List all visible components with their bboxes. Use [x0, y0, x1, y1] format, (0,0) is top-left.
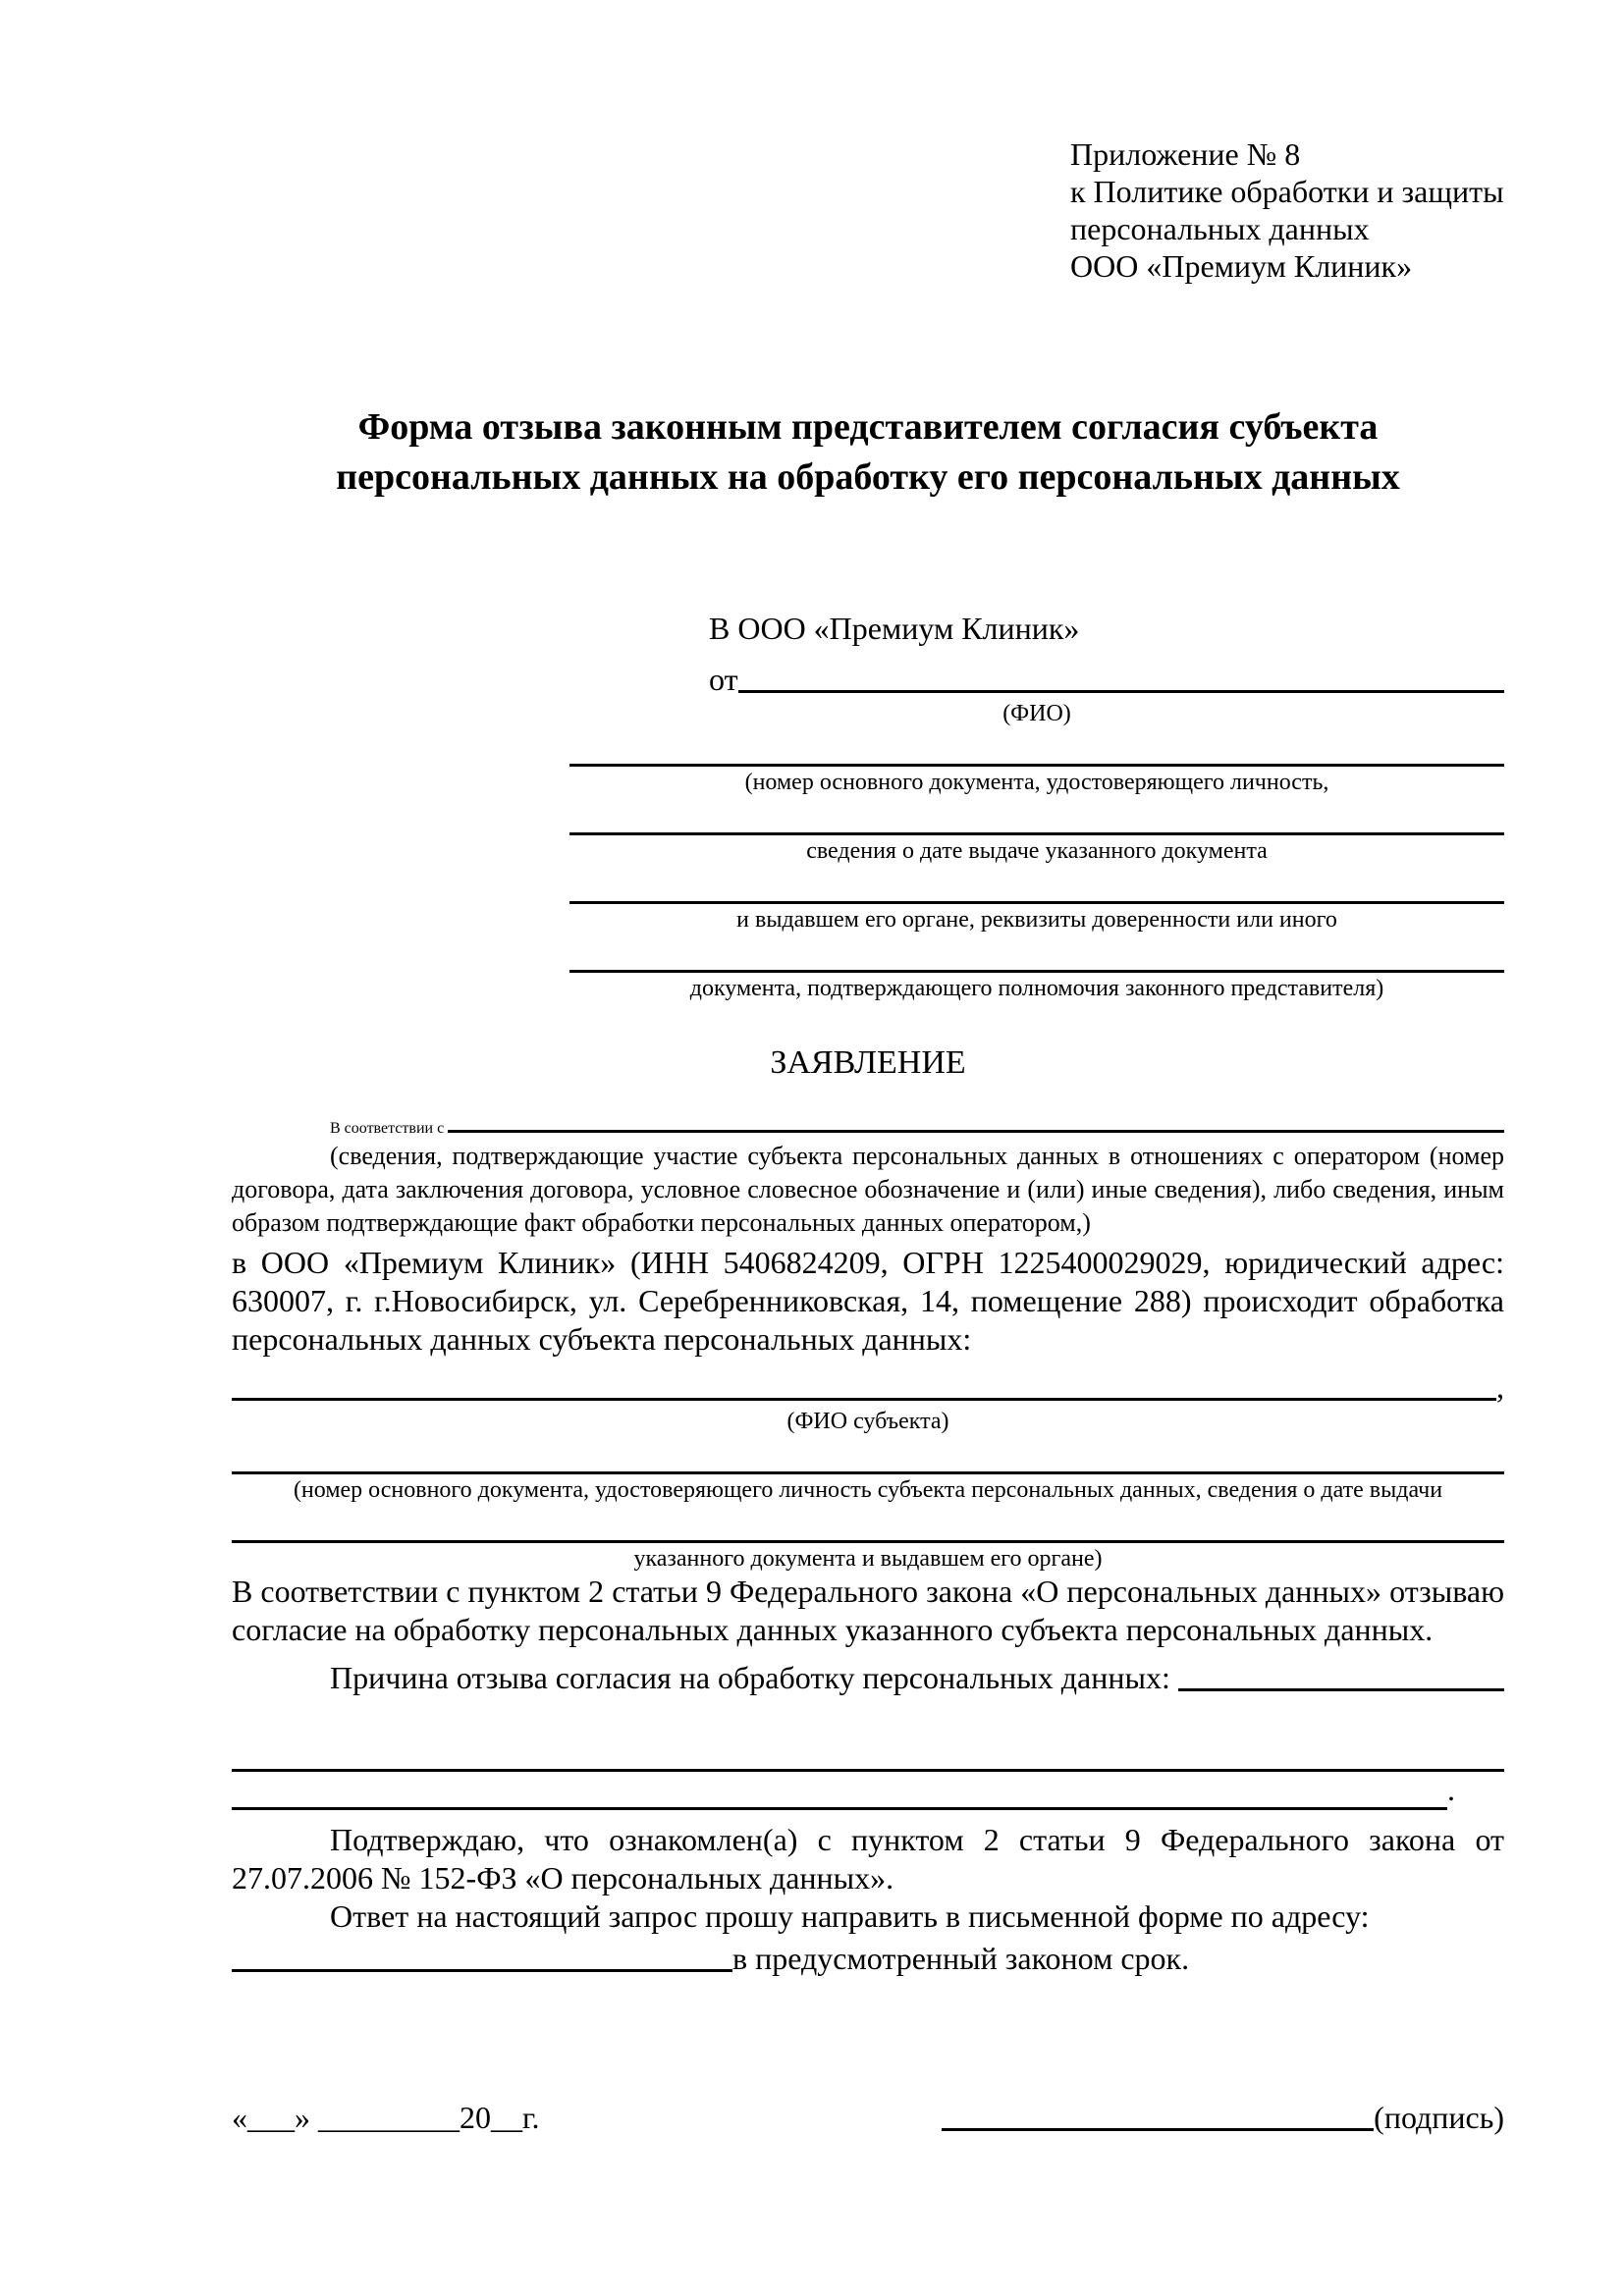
appendix-header — [1070, 135, 1504, 285]
operator-paragraph: в ООО «Премиум Клиник» (ИНН 5406824209, ОГРН 1225400029029, юридический адрес: 630007, г. г.Новосибирск, ул. Серебренниковская, 14, помещение 288) происходит обработка персональных данных субъекта персональных данных: — [232, 1245, 1504, 1357]
authority-document-blank-field — [569, 934, 1504, 973]
from-label: от — [709, 662, 738, 697]
addressee-to-line: В ООО «Премиум Клиник» — [709, 611, 1080, 646]
blank-line-period: . — [1447, 1772, 1455, 1807]
signature-caption: (подпись) — [1374, 2100, 1504, 2135]
appendix-header-line: ООО «Премиум Клиник» — [1070, 248, 1413, 284]
accordance-row — [232, 1093, 1504, 1138]
statement-heading: ЗАЯВЛЕНИЕ — [770, 1044, 966, 1081]
addressee-block — [569, 611, 1504, 1002]
blank-with-caption — [569, 865, 1504, 934]
blank-caption: (номер основного документа, удостоверяющего личность, — [744, 770, 1329, 795]
subject-fio-blank-field — [232, 1359, 1496, 1401]
subject-doc-caption-bottom: указанного документа и выдавшем его органе) — [633, 1546, 1103, 1572]
reason-blank-line-2-row — [232, 1772, 1504, 1815]
acknowledgement-paragraph: Подтверждаю, что ознакомлен(а) с пунктом 2 статьи 9 Федерального закона от 27.07.2006 № 152-ФЗ «О персональных данных». — [232, 1822, 1504, 1896]
reason-blank-line-1 — [232, 1718, 1504, 1772]
reason-label: Причина отзыва согласия на обработку персональных данных: — [330, 1660, 1170, 1695]
reply-address-blank-field — [232, 1936, 732, 1972]
reply-tail-text: в предусмотренный законом срок. — [732, 1941, 1190, 1976]
reply-address-row — [232, 1936, 1504, 1977]
signature-blank-field — [942, 2100, 1374, 2131]
appendix-header-line: к Политике обработки и защиты — [1070, 174, 1504, 209]
subject-document-blank-field-2 — [232, 1504, 1504, 1543]
date-line: «___» _________20__г. — [232, 2100, 540, 2135]
issue-date-blank-field — [569, 796, 1504, 835]
blank-with-caption — [569, 727, 1504, 796]
subject-line-comma: , — [1496, 1369, 1504, 1405]
reason-blank-field — [1178, 1649, 1504, 1691]
appendix-header-line: Приложение № 8 — [1070, 136, 1301, 172]
blank-caption: сведения о дате выдаче указанного документа — [806, 838, 1268, 864]
fio-caption: (ФИО) — [1002, 701, 1071, 726]
blank-caption: документа, подтверждающего полномочия законного представителя) — [689, 976, 1384, 1001]
addressee-from-row — [569, 653, 1504, 698]
footer-row — [232, 2100, 1504, 2136]
small-print-note: (сведения, подтверждающие участие субъекта персональных данных в отношениях с оператором (номер договора, дата заключения договора, условное словесное обозначение и (или) иные сведения), либо сведения, иным образом подтверждающие факт обработки персональных данных оператором,) — [232, 1142, 1504, 1237]
reason-row — [232, 1649, 1504, 1696]
from-blank-field — [738, 653, 1504, 693]
blank-with-caption — [232, 1435, 1504, 1504]
blank-caption: и выдавшем его органе, реквизиты доверенности или иного — [736, 907, 1337, 933]
subject-fio-row — [232, 1359, 1504, 1406]
blank-with-caption — [569, 796, 1504, 865]
blank-with-caption — [569, 934, 1504, 1002]
withdrawal-paragraph: В соответствии с пунктом 2 статьи 9 Федерального закона «О персональных данных» отзываю согласие на обработку персональных данных указанного субъекта персональных данных. — [232, 1574, 1504, 1647]
document-number-blank-field — [569, 727, 1504, 767]
blank-with-caption — [232, 1504, 1504, 1573]
issuing-authority-blank-field — [569, 865, 1504, 904]
accordance-blank-field — [448, 1093, 1504, 1133]
subject-document-blank-field — [232, 1435, 1504, 1474]
reason-blank-line-2 — [232, 1772, 1447, 1810]
document-title: Форма отзыва законным представителем согласия субъекта персональных данных на обработку его персональных данных — [336, 406, 1400, 498]
subject-fio-caption: (ФИО субъекта) — [786, 1409, 949, 1434]
signature-group — [942, 2100, 1504, 2136]
reply-paragraph: Ответ на настоящий запрос прошу направить в письменной форме по адресу: — [330, 1898, 1370, 1934]
accordance-label: В соответствии с — [330, 1120, 445, 1137]
appendix-header-line: персональных данных — [1070, 211, 1370, 246]
subject-doc-caption-top: (номер основного документа, удостоверяющего личность субъекта персональных данных, сведения о дате выдачи — [293, 1477, 1443, 1503]
